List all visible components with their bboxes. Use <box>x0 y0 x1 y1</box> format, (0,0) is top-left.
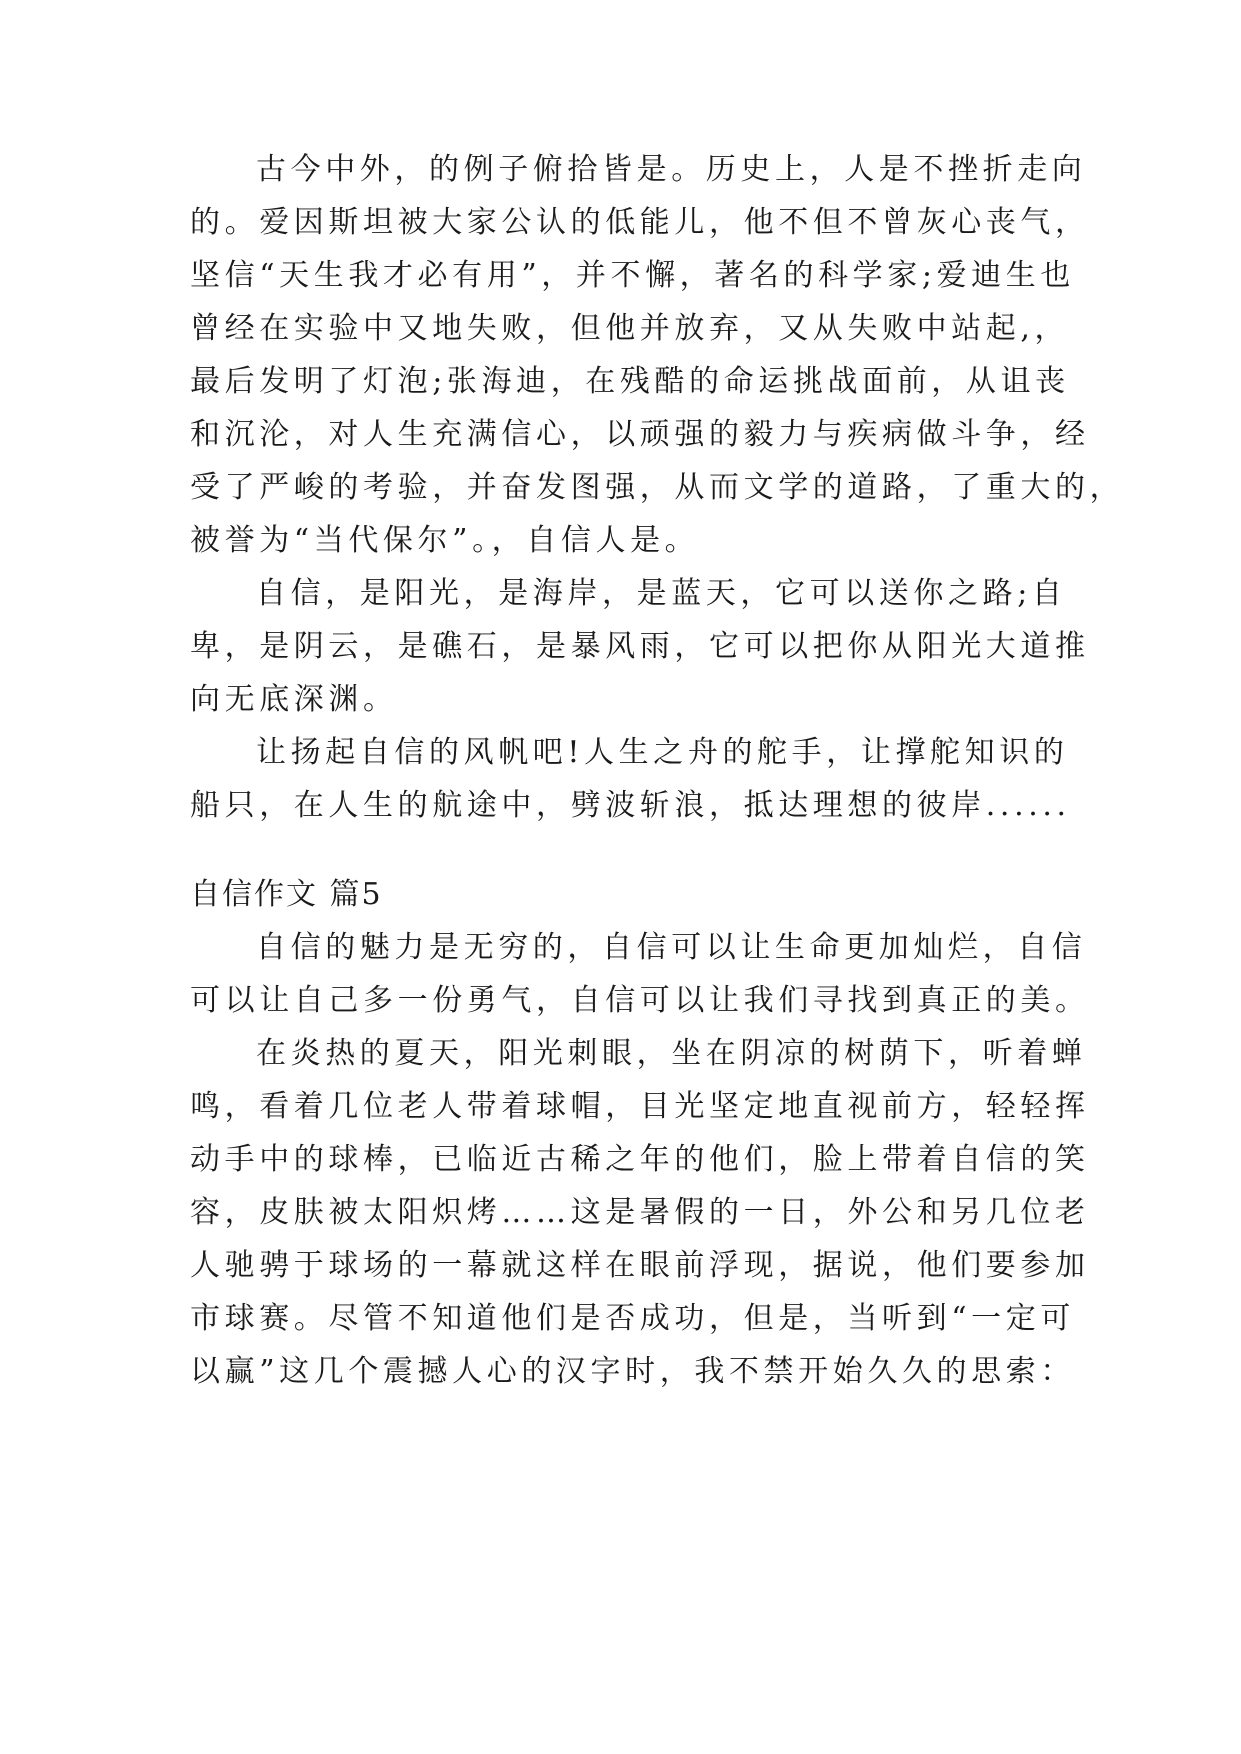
text-line: 和沉沦，对人生充满信心，以顽强的毅力与疾病做斗争，经 <box>190 417 1090 452</box>
text-line: 受了严峻的考验，并奋发图强，从而文学的道路，了重大的， <box>190 470 1125 505</box>
text-line: 古今中外，的例子俯拾皆是。历史上，人是不挫折走向 <box>256 152 1087 187</box>
text-line: 市球赛。尽管不知道他们是否成功，但是，当听到“一定可 <box>190 1301 1075 1336</box>
text-line: 以赢”这几个震撼人心的汉字时，我不禁开始久久的思索： <box>190 1354 1075 1389</box>
text-line: 自信的魅力是无穷的，自信可以让生命更加灿烂，自信 <box>256 930 1087 965</box>
text-line: 向无底深渊。 <box>190 682 398 717</box>
text-line: 自信，是阳光，是海岸，是蓝天，它可以送你之路;自 <box>256 576 1067 611</box>
text-line: 的。爱因斯坦被大家公认的低能儿，他不但不曾灰心丧气， <box>190 205 1090 240</box>
text-line: 坚信“天生我才必有用”，并不懈，著名的科学家;爱迪生也 <box>190 258 1075 293</box>
text-line: 让扬起自信的风帆吧!人生之舟的舵手，让撑舵知识的 <box>256 735 1069 770</box>
text-line: 容，皮肤被太阳炽烤……这是暑假的一日，外公和另几位老 <box>190 1195 1090 1230</box>
section-heading: 自信作文 篇5 <box>190 877 383 912</box>
text-line: 被誉为“当代保尔”。，自信人是。 <box>190 523 700 558</box>
text-line: 人驰骋于球场的一幕就这样在眼前浮现，据说，他们要参加 <box>190 1248 1090 1283</box>
text-line: 最后发明了灯泡;张海迪，在残酷的命运挑战面前，从诅丧 <box>190 364 1070 399</box>
text-line: 动手中的球棒，已临近古稀之年的他们，脸上带着自信的笑 <box>190 1142 1090 1177</box>
text-line: 卑，是阴云，是礁石，是暴风雨，它可以把你从阳光大道推 <box>190 629 1090 664</box>
text-line: 在炎热的夏天，阳光刺眼，坐在阴凉的树荫下，听着蝉 <box>256 1036 1087 1071</box>
text-line: 船只，在人生的航途中，劈波斩浪，抵达理想的彼岸...... <box>190 788 1071 823</box>
text-line: 可以让自己多一份勇气，自信可以让我们寻找到真正的美。 <box>190 983 1090 1018</box>
text-line: 曾经在实验中又地失败，但他并放弃，又从失败中站起,， <box>190 311 1070 346</box>
text-line: 鸣，看着几位老人带着球帽，目光坚定地直视前方，轻轻挥 <box>190 1089 1090 1124</box>
